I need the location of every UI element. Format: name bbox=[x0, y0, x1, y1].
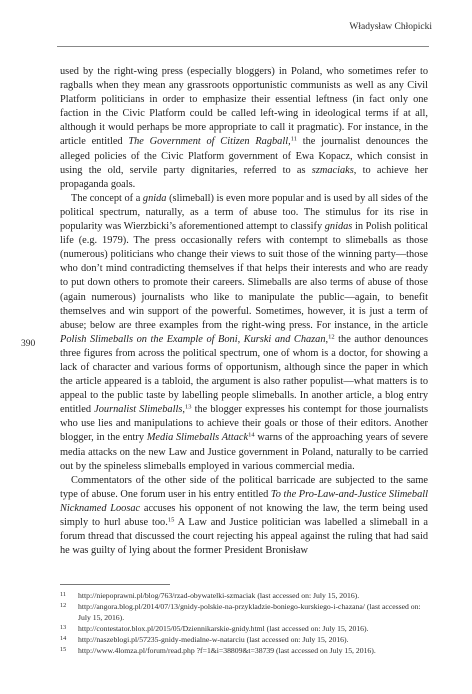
footnote-rule bbox=[60, 584, 170, 585]
footnote-marker[interactable]: 15 bbox=[167, 516, 175, 524]
footnote-text[interactable]: http://angora.blog.pl/2014/07/13/gnidy-polskie-na-przykladzie-boniego-kurskiego-i-chazana/ (last accessed on: July 15, 2016). bbox=[78, 602, 421, 622]
italic-text: To the Pro-Law-and-Justice Slimeball Nicknamed Loosac bbox=[60, 488, 428, 514]
text-segment: the author denounces three figures from across the political spectrum, one of whom is a doctor, for showing a lack of character and various forms of opportunism, although since the paper in which the article appeared is a tabloid, the argument is also rather populist—what matters is to appeal to the public taste by labelling people slimeballs. In another article, a blog entry entitled bbox=[60, 333, 428, 416]
text-segment: accuses his opponent of not knowing the law, the term being used simply to hurl abuse too. bbox=[60, 502, 428, 528]
footnote bbox=[60, 645, 428, 656]
footnote-text[interactable]: http://niepoprawni.pl/blog/763/rzad-obywatelki-szmaciak (last accessed on: July 15, 2016). bbox=[78, 591, 360, 600]
footnote-number: 11 bbox=[60, 591, 66, 598]
italic-text: Journalist Slimeballs bbox=[94, 404, 183, 416]
footnote bbox=[60, 601, 428, 623]
footnote bbox=[60, 623, 428, 634]
footnote-text[interactable]: http://contestator.blox.pl/2015/05/Dziennikarskie-gnidy.html (last accessed on: July 15, 2016). bbox=[78, 624, 369, 633]
footnotes bbox=[60, 590, 428, 656]
text-segment: , bbox=[325, 333, 329, 345]
text-segment: A Law and Justice politician was labelled a slimeball in a forum thread that discussed the court rejecting his appeal against the ruling that had said he was guilty of lying about the former President Bronisław bbox=[60, 517, 428, 557]
text-segment: Commentators of the other side of the political barricade are subjected to the same type of abuse. One forum user in his entry entitled bbox=[60, 474, 428, 500]
text-segment: the journalist denounces the alleged policies of the Civic Platform government of Ewa Kopacz, which consist in using the old, servile party dignitaries, referred to as bbox=[60, 136, 428, 176]
footnote-number: 12 bbox=[60, 602, 67, 609]
paragraph bbox=[60, 474, 428, 559]
footnote-marker[interactable]: 14 bbox=[248, 431, 255, 439]
body-text bbox=[60, 65, 428, 558]
text-segment: the blogger expresses his contempt for those journalists who use lies and manipulations to achieve their goals or those of their editors. Another blogger, in the entry bbox=[60, 404, 428, 444]
header-rule bbox=[57, 46, 429, 47]
page-number: 390 bbox=[21, 339, 36, 349]
italic-text: Polish Slimeballs on the Example of Boni, Kurski and Chazan bbox=[60, 333, 326, 345]
footnote bbox=[60, 634, 428, 645]
italic-text: gnida bbox=[142, 192, 167, 204]
text-segment: , to achieve her propaganda goals. bbox=[60, 164, 428, 190]
text-segment: warns of the approaching years of severe media attacks on the new Law and Justice government in Poland, naturally to be carried out by the spineless slimeballs employed in various commercial media. bbox=[60, 432, 428, 472]
footnote-number: 13 bbox=[60, 624, 67, 631]
footnote-marker[interactable]: 13 bbox=[184, 403, 192, 411]
footnote-text[interactable]: http://www.4lomza.pl/forum/read.php ?f=1&i=38809&t=38739 (last accessed on July 15, 2016). bbox=[78, 646, 376, 655]
footnote bbox=[60, 590, 428, 601]
italic-text: gnidas bbox=[324, 221, 353, 233]
footnote-number: 14 bbox=[60, 635, 67, 642]
running-head: Władysław Chłopicki bbox=[349, 22, 432, 32]
footnote-marker[interactable]: 12 bbox=[328, 333, 335, 341]
italic-text: szmaciaks bbox=[311, 164, 354, 176]
paragraph bbox=[60, 192, 428, 474]
footnote-marker[interactable]: 11 bbox=[290, 135, 297, 143]
text-segment: (slimeball) is even more popular and is used by all sides of the political spectrum, naturally, as a term of abuse too. The stimulus for its rise in popularity was Wierzbicki’s aforementioned attempt to classify bbox=[60, 192, 428, 233]
italic-text: The Government of Citizen Ragball bbox=[128, 136, 289, 148]
text-segment: used by the right-wing press (especially bloggers) in Poland, who sometimes refer to ragballs when they mean any grassroots opportunistic communists as well as any Civil Platform politicians in order to emphasize their essential leftness (in fact only one faction in the Civic Platform could be called left-wing in ideological terms if at all, although it would perhaps be more appropriate to call it pragmatic). For instance, in the article entitled bbox=[60, 66, 428, 148]
paragraph bbox=[60, 65, 428, 192]
footnote-text[interactable]: http://naszeblogi.pl/57235-gnidy-medialne-w-natarciu (last accessed on: July 15, 2016). bbox=[78, 635, 349, 644]
italic-text: Media Slimeballs Attack bbox=[146, 432, 249, 444]
italic-text: , bbox=[288, 136, 291, 148]
text-segment: , bbox=[182, 404, 185, 416]
footnote-number: 15 bbox=[60, 646, 67, 653]
text-segment: in Polish political life (e.g. 1979). The press occasionally refers with contempt to slimeballs as those (numerous) politicians who change their views to suit those of the winning party—those who don’t mind contradicting themselves if that helps their interests and who are ready to put down others to promote their careers. Slimeballs are also terms of abuse of those (again numerous) journalists who like to manipulate the public—again, to benefit themselves and win support of the powerful. Sometimes, however, it is just a term of abuse; below are three examples from the right-wing press. For instance, in the article bbox=[60, 221, 428, 331]
text-segment: The concept of a bbox=[71, 192, 143, 204]
